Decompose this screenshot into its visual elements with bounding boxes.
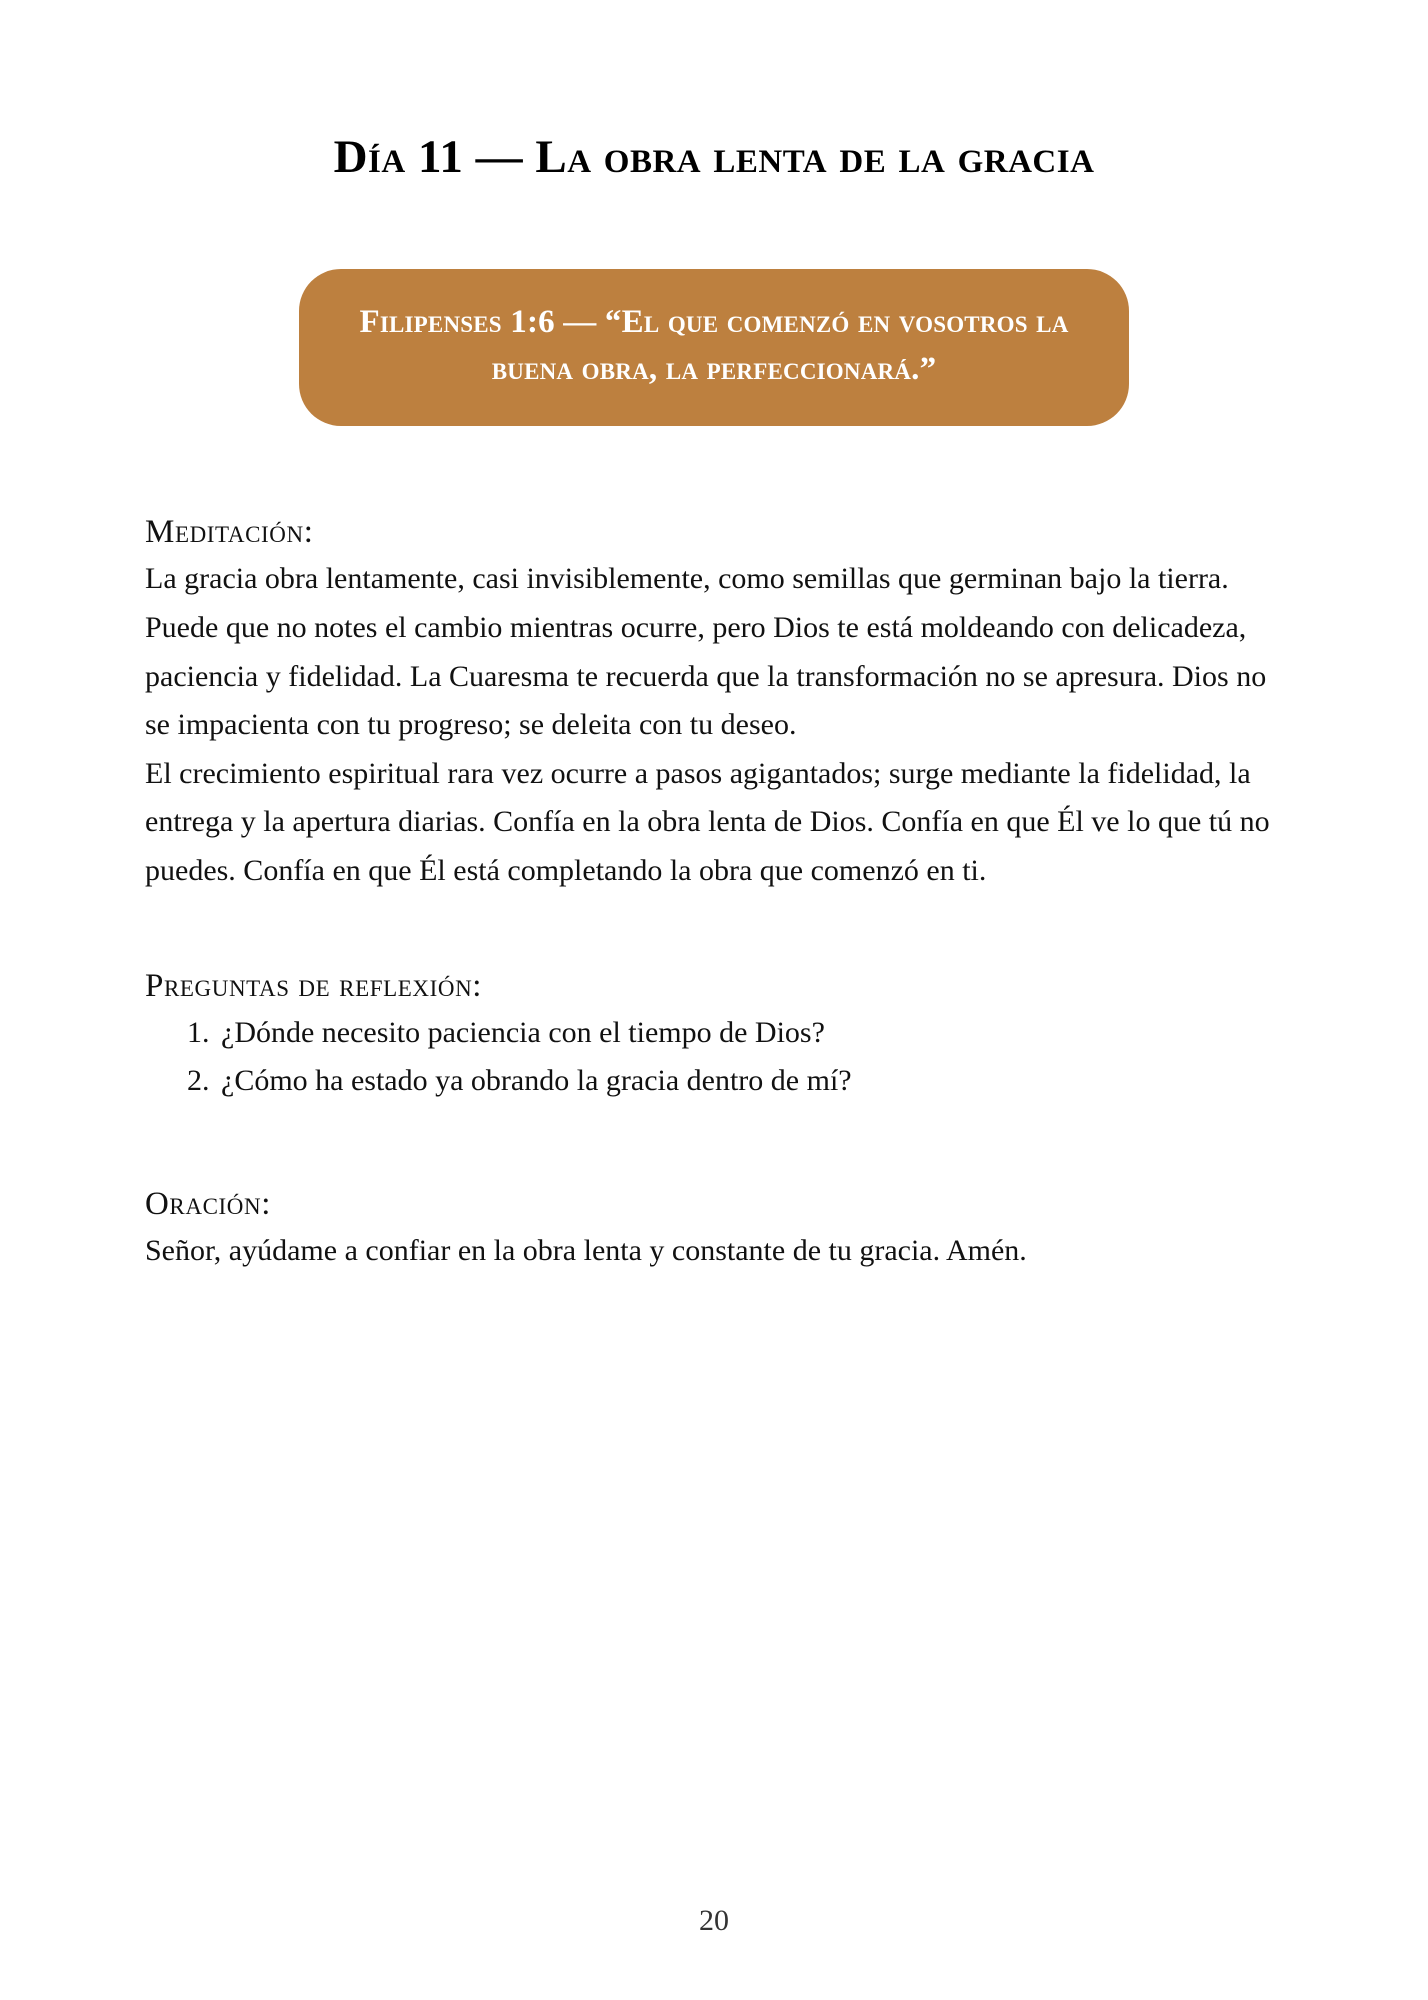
reflection-heading: Preguntas de reflexión: bbox=[145, 967, 483, 1004]
prayer-text: Señor, ayúdame a confiar en la obra lenta y constante de tu gracia. Amén. bbox=[145, 1233, 1027, 1267]
meditation-paragraph-1: La gracia obra lentamente, casi invisiblemente, como semillas que germinan bajo la tierra. Puede que no notes el cambio mientras ocurre, pero Dios te está moldeando con delicadeza, paciencia y fidelidad. La Cuaresma te recuerda que la transformación no se apresura. Dios no se impacienta con tu progreso; se deleita con tu deseo. bbox=[145, 562, 1267, 742]
reflection-question-list bbox=[145, 1009, 1283, 1106]
meditation-section bbox=[145, 514, 1283, 895]
meditation-heading: Meditación: bbox=[145, 514, 314, 551]
verse-callout-box bbox=[299, 269, 1129, 427]
page-number: 20 bbox=[699, 1904, 729, 1937]
verse-text: Filipenses 1:6 — “El que comenzó en vosotros la buena obra, la perfeccionará.” bbox=[359, 303, 1069, 387]
meditation-paragraph-2: El crecimiento espiritual rara vez ocurre a pasos agigantados; surge mediante la fidelidad, la entrega y la apertura diarias. Confía en la obra lenta de Dios. Confía en que Él ve lo que tú no puedes. Confía en que Él está completando la obra que comenzó en ti. bbox=[145, 756, 1270, 887]
list-item: 2. ¿Cómo ha estado ya obrando la gracia dentro de mí? bbox=[217, 1057, 1283, 1106]
prayer-section bbox=[145, 1186, 1283, 1276]
page-title: Día 11 — La obra lenta de la gracia bbox=[333, 131, 1095, 183]
reflection-section bbox=[145, 968, 1283, 1106]
prayer-heading: Oración: bbox=[145, 1185, 271, 1222]
list-item: 1. ¿Dónde necesito paciencia con el tiempo de Dios? bbox=[217, 1009, 1283, 1058]
